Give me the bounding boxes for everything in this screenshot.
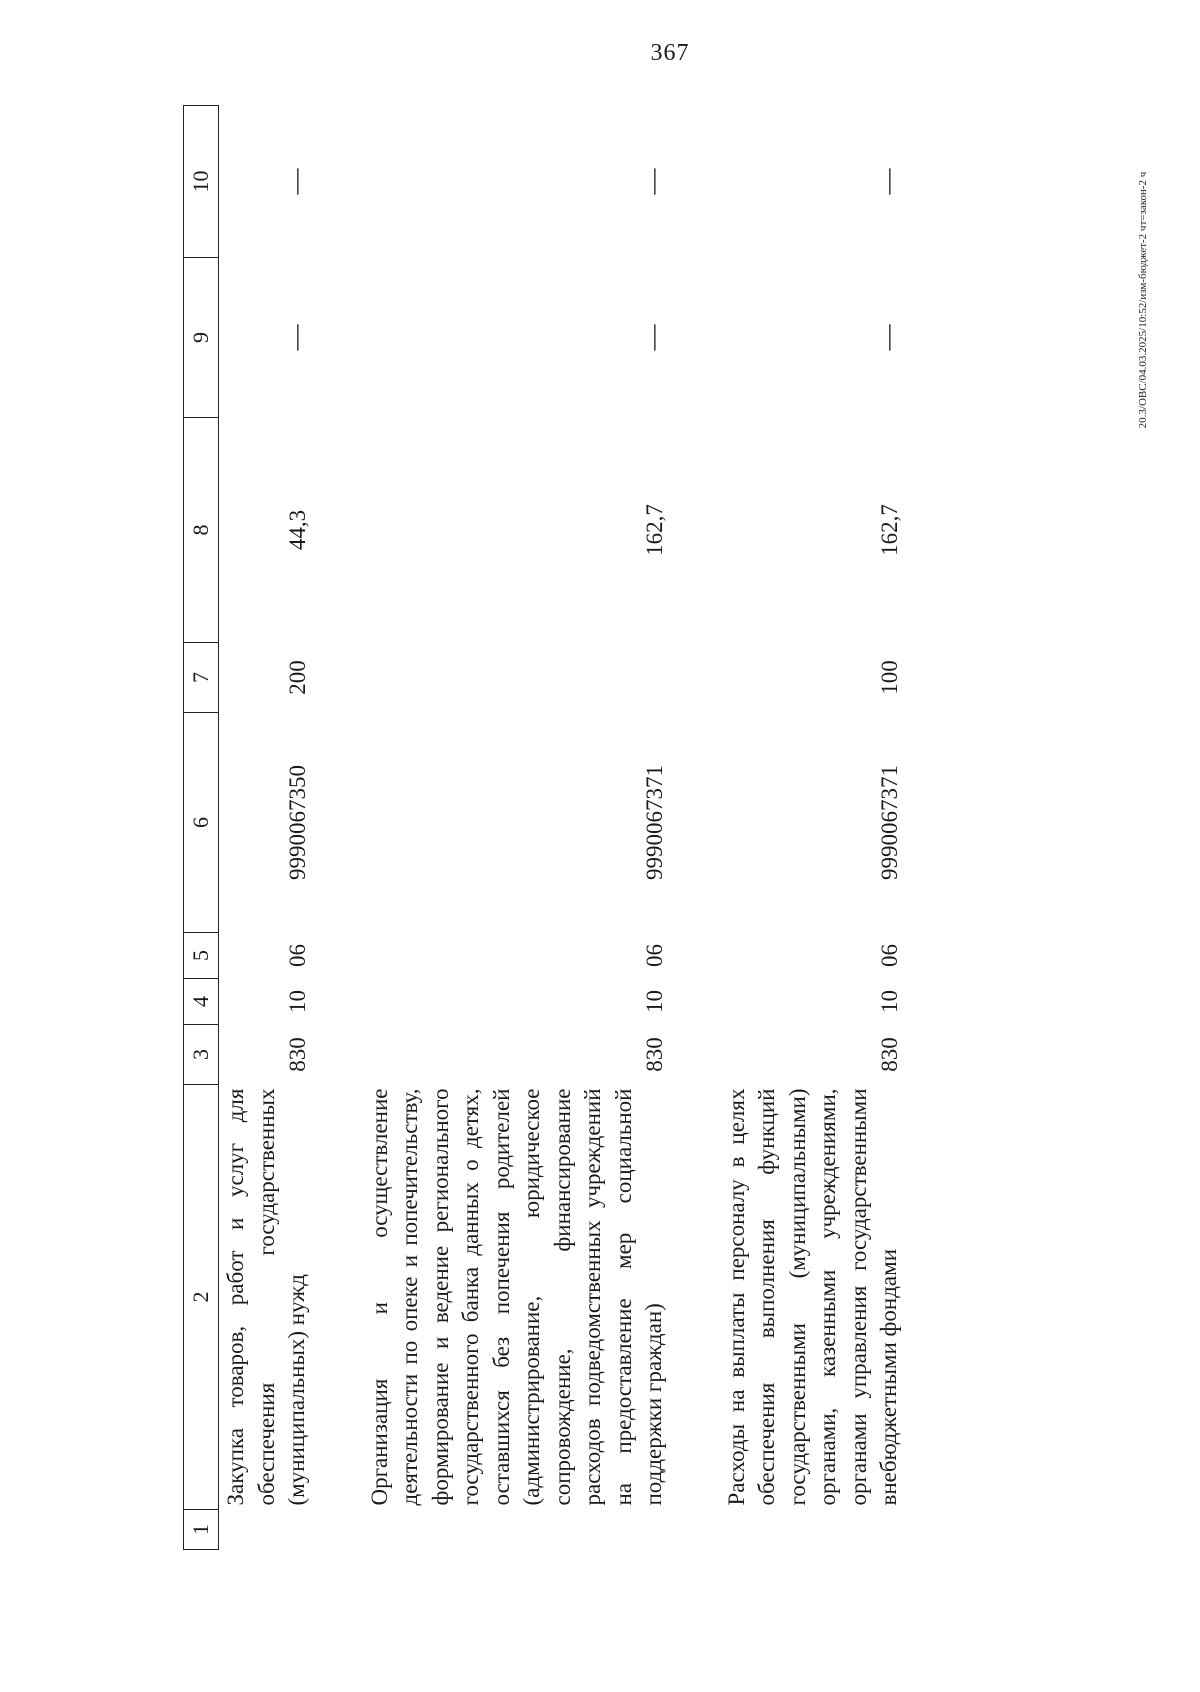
page-number: 367 — [650, 40, 690, 66]
row-val10: — — [280, 168, 310, 195]
row-code4: 10 — [876, 990, 902, 1013]
row-val8: 162,7 — [876, 504, 902, 556]
row-spacer — [319, 106, 363, 1550]
row-val8: 44,3 — [284, 509, 310, 551]
document-footer-stamp: 20.3/OBC/04.03.2025/10:52/изм-бюджет-2 чт=закон-2 ч — [1137, 171, 1149, 429]
row-col1 — [363, 1510, 676, 1550]
row-code6: 9990067371 — [641, 765, 667, 880]
row-code5: 06 — [641, 944, 667, 967]
row-col1 — [720, 1510, 911, 1550]
header-col-5: 5 — [184, 933, 219, 979]
row-code4: 10 — [641, 990, 667, 1013]
row-val10: — — [872, 168, 902, 195]
row-val10: — — [637, 168, 667, 195]
row-val9: — — [637, 324, 667, 351]
row-val9: — — [280, 324, 310, 351]
rotated-table-container — [183, 100, 933, 1550]
budget-table — [183, 105, 911, 1550]
table-header-row — [184, 106, 219, 1550]
row-code7: 200 — [284, 660, 310, 695]
row-code6: 9990067371 — [876, 765, 902, 880]
row-description: Расходы на выплаты персоналу в целях обеспечения выполнения функций государственными (муниципальными) органами, казенными учреждениями, органами управления государственными внебюджетными фондами — [723, 1088, 901, 1506]
row-description: Закупка товаров, работ и услуг для обеспечения государственных (муниципальных) нужд — [223, 1088, 309, 1506]
header-col-7: 7 — [184, 643, 219, 713]
table-row — [720, 106, 911, 1550]
row-col1 — [219, 1510, 319, 1550]
header-col-1: 1 — [184, 1510, 219, 1550]
row-val9: — — [872, 324, 902, 351]
header-col-10: 10 — [184, 106, 219, 258]
row-code5: 06 — [284, 944, 310, 967]
row-description: Организация и осуществление деятельности по опеке и попечительству, формирование и ведение регионального государственного банка данных о детях, оставшихся без попечения родителей (администрирование, юридическое сопровождение, финансирование расходов подведомственных учреждений на предоставление мер социальной поддержки граждан) — [366, 1088, 666, 1506]
header-col-9: 9 — [184, 258, 219, 418]
row-code4: 10 — [284, 990, 310, 1013]
header-col-3: 3 — [184, 1025, 219, 1085]
row-code7: 100 — [876, 660, 902, 695]
row-spacer — [676, 106, 720, 1550]
row-code3: 830 — [876, 1037, 902, 1072]
table-row — [219, 106, 319, 1550]
header-col-8: 8 — [184, 418, 219, 643]
row-val8: 162,7 — [641, 504, 667, 556]
row-code7 — [363, 643, 676, 713]
row-code3: 830 — [641, 1037, 667, 1072]
table-row — [363, 106, 676, 1550]
header-col-4: 4 — [184, 979, 219, 1025]
row-code6: 9990067350 — [284, 765, 310, 880]
header-col-2: 2 — [184, 1085, 219, 1510]
header-col-6: 6 — [184, 713, 219, 933]
row-code5: 06 — [876, 944, 902, 967]
row-code3: 830 — [284, 1037, 310, 1072]
